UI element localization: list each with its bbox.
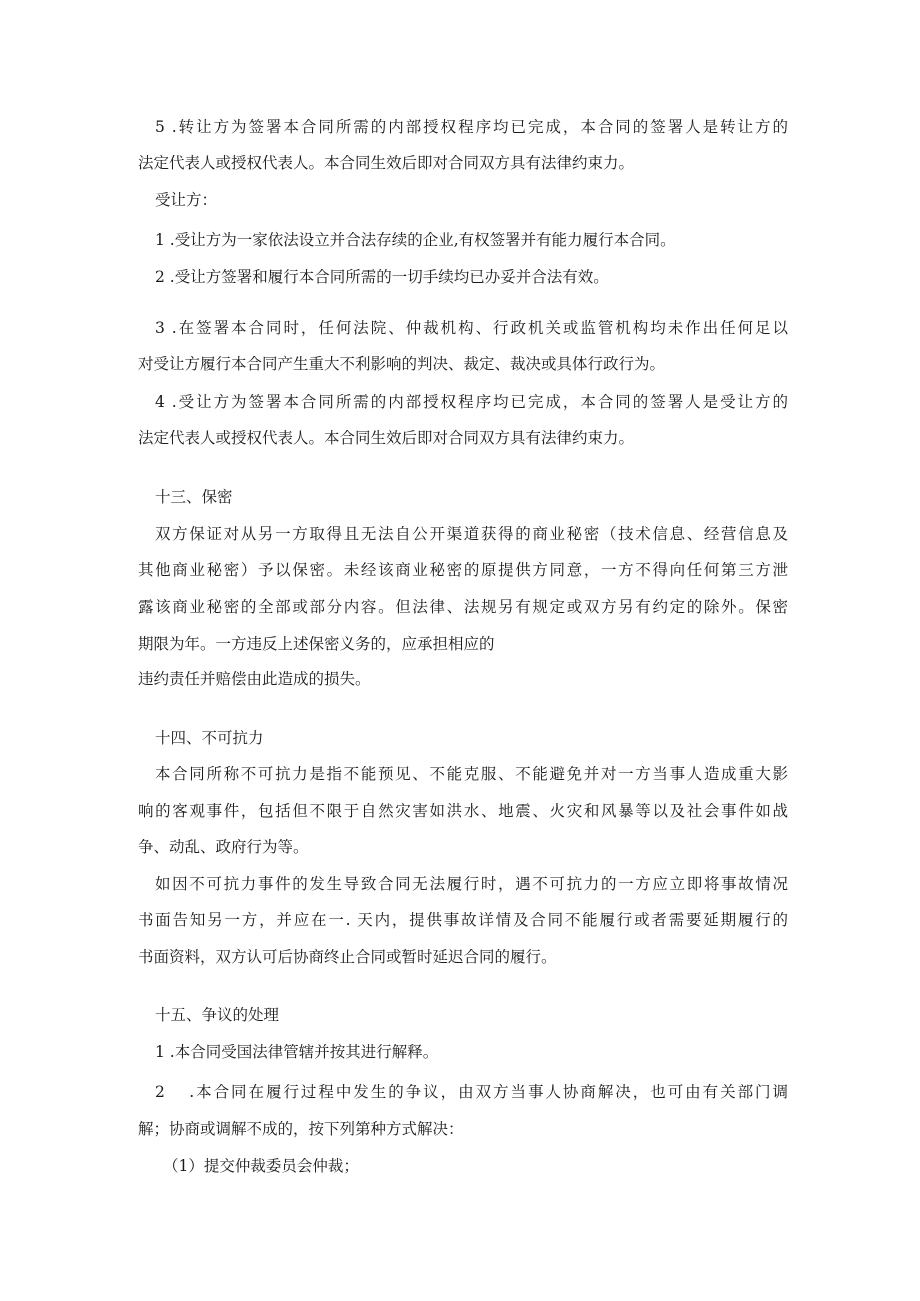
force-majeure-p1-line-3: 争、动乱、政府行为等。 xyxy=(138,838,309,856)
disputes-item-2-line-1: 2 .本合同在履行过程中发生的争议，由双方当事人协商解决，也可由有关部门调 xyxy=(155,1083,788,1101)
disputes-item-1: 1 .本合同受国法律管辖并按其进行解释。 xyxy=(155,1043,439,1061)
transferee-heading: 受让方： xyxy=(155,191,218,209)
force-majeure-p1-line-2: 响的客观事件，包括但不限于自然灾害如洪水、地震、火灾和风暴等以及社会事件如战 xyxy=(138,802,788,820)
section-13-heading: 十三、保密 xyxy=(155,488,233,506)
force-majeure-p2-line-1: 如因不可抗力事件的发生导致合同无法履行时，遇不可抗力的一方应立即将事故情况 xyxy=(155,875,788,893)
transferee-item-4-line-2: 法定代表人或授权代表人。本合同生效后即对合同双方具有法律约束力。 xyxy=(138,429,635,447)
transferee-item-3-line-2: 对受让方履行本合同产生重大不利影响的判决、裁定、裁决或具体行政行为。 xyxy=(138,355,666,373)
section-15-heading: 十五、争议的处理 xyxy=(155,1006,280,1024)
confidentiality-line-5: 违约责任并赔偿由此造成的损失。 xyxy=(138,670,371,688)
confidentiality-line-1: 双方保证对从另一方取得且无法自公开渠道获得的商业秘密（技术信息、经营信息及 xyxy=(155,525,788,543)
transferee-item-4-line-1: 4 .受让方为签署本合同所需的内部授权程序均已完成，本合同的签署人是受让方的 xyxy=(155,393,788,411)
transferee-item-1: 1 .受让方为一家依法设立并合法存续的企业,有权签署并有能力履行本合同。 xyxy=(155,231,676,249)
transferee-item-3-line-1: 3 .在签署本合同时，任何法院、仲裁机构、行政机关或监管机构均未作出任何足以 xyxy=(155,319,788,337)
force-majeure-p2-line-2: 书面告知另一方，并应在一. 天内，提供事故详情及合同不能履行或者需要延期履行的 xyxy=(138,911,788,929)
confidentiality-line-4: 期限为年。一方违反上述保密义务的，应承担相应的 xyxy=(138,635,495,653)
force-majeure-p1-line-1: 本合同所称不可抗力是指不能预见、不能克服、不能避免并对一方当事人造成重大影 xyxy=(155,765,788,783)
transferor-item-5-line-2: 法定代表人或授权代表人。本合同生效后即对合同双方具有法律约束力。 xyxy=(138,154,635,172)
transferor-item-5-line-1: 5 .转让方为签署本合同所需的内部授权程序均已完成，本合同的签署人是转让方的 xyxy=(155,118,788,136)
disputes-option-1: （1）提交仲裁委员会仲裁； xyxy=(163,1157,359,1175)
force-majeure-p2-line-3: 书面资料，双方认可后协商终止合同或暂时延迟合同的履行。 xyxy=(138,948,557,966)
confidentiality-line-2: 其他商业秘密）予以保密。未经该商业秘密的原提供方同意，一方不得向任何第三方泄 xyxy=(138,561,788,579)
section-14-heading: 十四、不可抗力 xyxy=(155,729,264,747)
transferee-item-2: 2 .受让方签署和履行本合同所需的一切手续均已办妥并合法有效。 xyxy=(155,268,609,286)
disputes-item-2-line-2: 解；协商或调解不成的，按下列第种方式解决： xyxy=(138,1120,464,1138)
confidentiality-line-3: 露该商业秘密的全部或部分内容。但法律、法规另有规定或双方另有约定的除外。保密 xyxy=(138,598,788,616)
